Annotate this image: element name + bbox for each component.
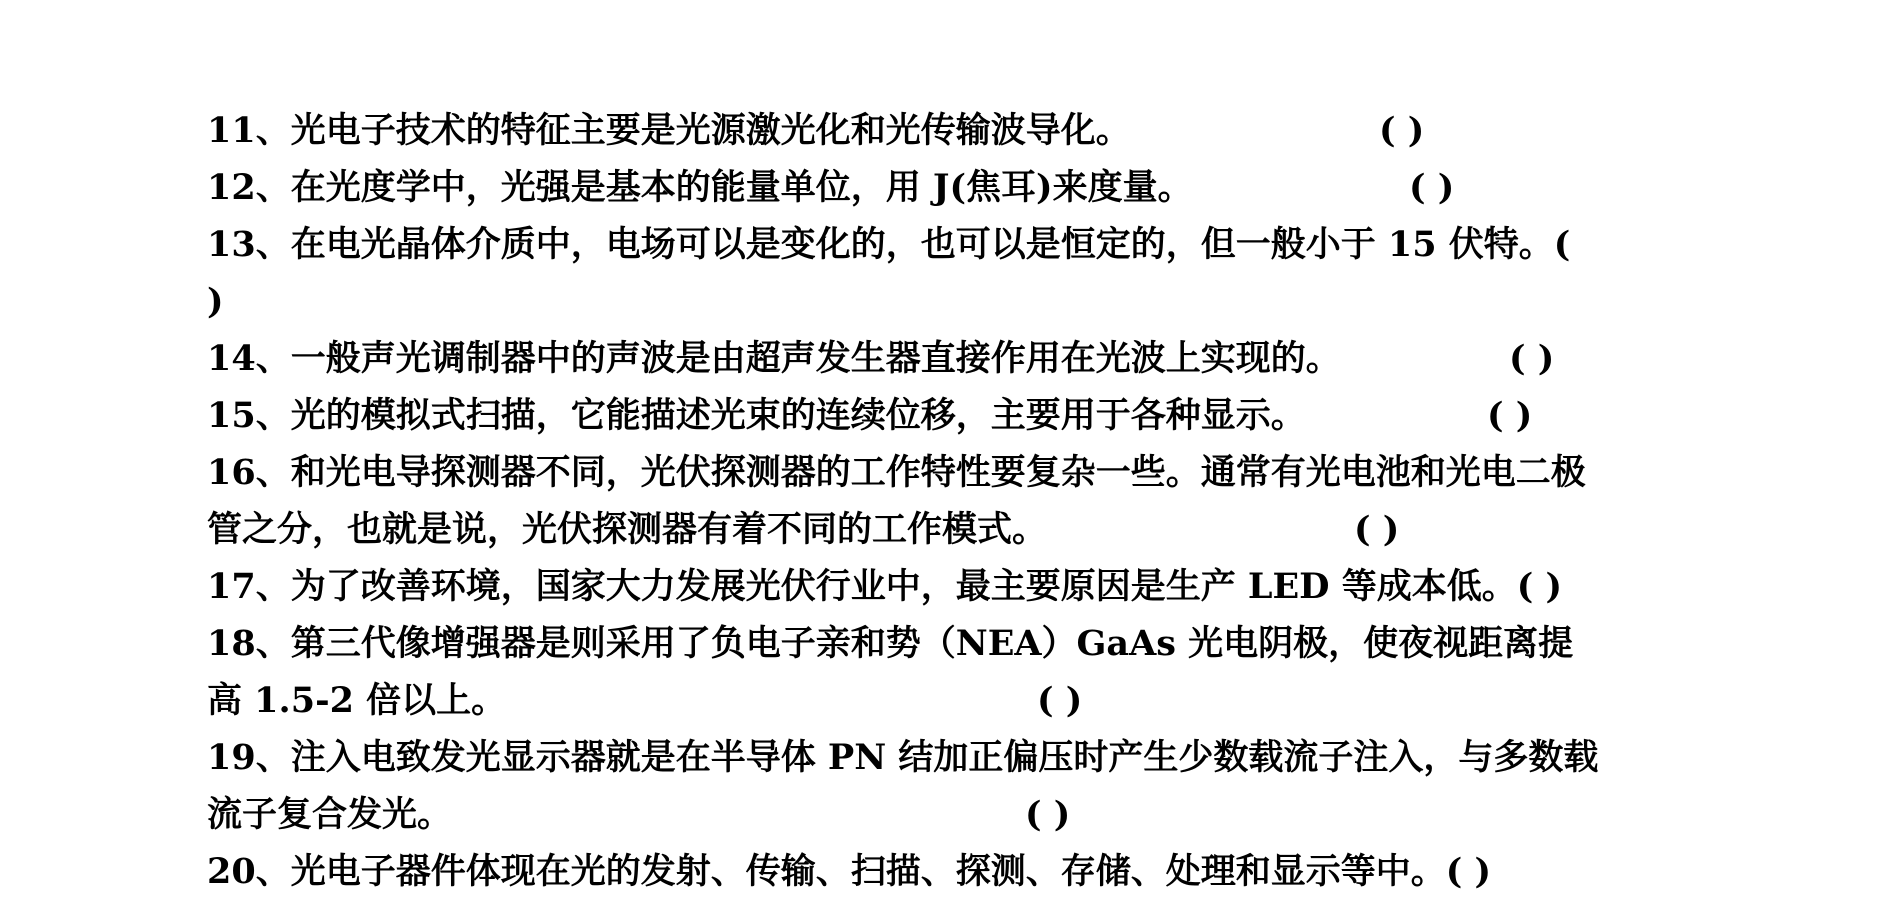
question-19-continued xyxy=(207,786,1697,843)
question-19-text: 19、注入电致发光显示器就是在半导体 PN 结加正偏压时产生少数载流子注入，与多数载 xyxy=(207,737,1599,778)
question-11-text: 11、光电子技术的特征主要是光源激光化和光传输波导化。 xyxy=(207,110,1131,151)
question-17-text: 17、为了改善环境，国家大力发展光伏行业中，最主要原因是生产 LED 等成本低。( ) xyxy=(207,566,1563,607)
question-20 xyxy=(207,843,1697,900)
question-15-text: 15、光的模拟式扫描，它能描述光束的连续位移，主要用于各种显示。 xyxy=(207,395,1306,436)
question-13-continued xyxy=(207,273,1697,330)
question-19-text-continued: 流子复合发光。 xyxy=(207,794,453,835)
question-19 xyxy=(207,729,1697,786)
answer-blank-11: ( ) xyxy=(1379,110,1425,151)
question-16-text: 16、和光电导探测器不同，光伏探测器的工作特性要复杂一些。通常有光电池和光电二极 xyxy=(207,452,1586,493)
question-18 xyxy=(207,615,1697,672)
answer-blank-12: ( ) xyxy=(1409,167,1455,208)
question-14-text: 14、一般声光调制器中的声波是由超声发生器直接作用在光波上实现的。 xyxy=(207,338,1341,379)
question-12-text: 12、在光度学中，光强是基本的能量单位，用 J(焦耳)来度量。 xyxy=(207,167,1193,208)
question-15 xyxy=(207,387,1697,444)
question-14 xyxy=(207,330,1697,387)
question-11 xyxy=(207,102,1697,159)
question-18-continued xyxy=(207,672,1697,729)
answer-blank-14: ( ) xyxy=(1509,338,1555,379)
question-16-continued xyxy=(207,501,1697,558)
answer-blank-16: ( ) xyxy=(1354,509,1400,550)
answer-blank-18: ( ) xyxy=(1037,680,1083,721)
question-list xyxy=(207,102,1697,900)
question-13-text: 13、在电光晶体介质中，电场可以是变化的，也可以是恒定的，但一般小于 15 伏特。( xyxy=(207,224,1571,265)
question-16-text-continued: 管之分，也就是说，光伏探测器有着不同的工作模式。 xyxy=(207,509,1048,550)
answer-blank-15: ( ) xyxy=(1487,395,1533,436)
question-18-text: 18、第三代像增强器是则采用了负电子亲和势（NEA）GaAs 光电阴极，使夜视距离提 xyxy=(207,623,1574,664)
question-18-text-continued: 高 1.5-2 倍以上。 xyxy=(207,680,507,721)
question-13-closing-paren: ) xyxy=(207,281,224,322)
question-12 xyxy=(207,159,1697,216)
question-17 xyxy=(207,558,1697,615)
answer-blank-19: ( ) xyxy=(1025,794,1071,835)
question-16 xyxy=(207,444,1697,501)
question-20-text: 20、光电子器件体现在光的发射、传输、扫描、探测、存储、处理和显示等中。( ) xyxy=(207,851,1492,892)
question-13 xyxy=(207,216,1697,273)
